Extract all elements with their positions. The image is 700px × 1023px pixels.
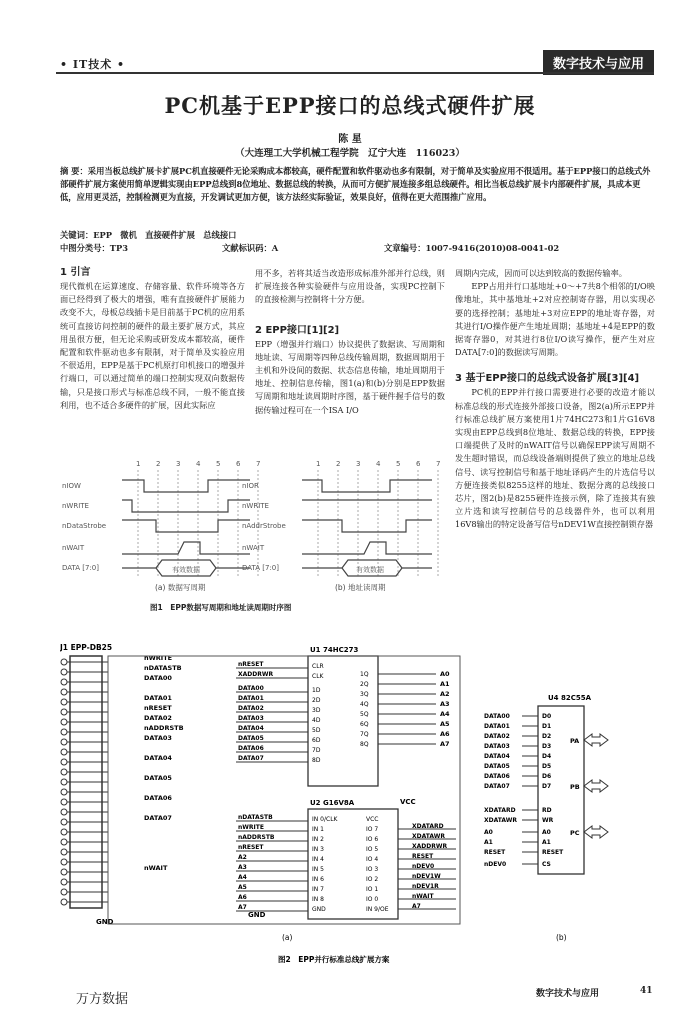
u4-input-label: DATA04 (484, 753, 510, 760)
column-1 (60, 263, 245, 412)
port-arrow-icon (584, 826, 608, 838)
figure-1-caption: 图1 EPP数据写周期和地址读周期时序图 (150, 603, 292, 612)
timing-diagram-a (62, 460, 260, 592)
col3-paragraph-3: PC机的EPP并行接口需要进行必要的改造才能以标准总线的形式连接外部接口设备，图2(a)所示EPP并行标准总线扩展方案使用1片74HC273和1片G16V8实现由EPP总线到8位地址、数据总线的转换，EPP接口端提供了及时的nWAIT信号以确保EPP读写周期不发生超时错误，而总线设备端则提供了独立的地址总线信号、读写控制信号和基于地址译码产生的片选信号以方便连接类似8255这样的地址、数据分离的总线接口芯片，图2(b)是8255硬件连接示例，除了连接其有独立片选和读写控制信号的总线器件外，也可以利用16V8输出的特定设备写信号nDEV1W直接控制锁存器 (455, 387, 655, 530)
u1-out-pin: 5Q (360, 711, 369, 718)
signal-label-b-2: nAddrStrobe (242, 522, 286, 530)
u1-output-label: A2 (440, 690, 450, 698)
tick-label-a-3: 4 (196, 460, 201, 468)
u2-pin-right: IO 6 (366, 836, 379, 843)
u4-pin-label: D7 (542, 783, 552, 790)
section-heading-epp: 2 EPP接口[1][2] (255, 324, 340, 336)
db25-signal-label: DATA04 (144, 754, 172, 762)
tick-label-b-4: 5 (396, 460, 401, 468)
u2-output-label: A7 (412, 903, 421, 910)
u2-input-label: A4 (238, 874, 247, 881)
col3-paragraph-2: EPP占用并行口基地址+0～+7共8个相邻的I/O映像地址，其中基地址+2对应控制寄存器，用以实现必要的选择控制；基地址+3对应EPP的地址寄存器，对其进行I/O操作便产生地址周期；基地址+4是EPP的数据寄存器0，对其进行8位I/O读写操作，便产生对应DATA[7:0]的数据读写周期。 (455, 281, 655, 358)
footer-journal: 数字技术与应用 (536, 989, 600, 999)
db25-signal-label: nADDRSTB (144, 724, 184, 732)
u4-pin-label: D4 (542, 753, 552, 760)
u1-input-label: DATA03 (238, 715, 264, 722)
u4-input-label: DATA07 (484, 783, 510, 790)
document-code: 文献标识码：A (222, 243, 279, 253)
db25-pin (61, 859, 67, 865)
u4-pin-label: CS (542, 861, 551, 868)
fig2-sub-b: (b) (556, 933, 567, 942)
u2-output-label: nDEV1R (412, 883, 439, 890)
u4-pin-label: D3 (542, 743, 552, 750)
u1-input-label: DATA06 (238, 745, 264, 752)
db25-pin (61, 779, 67, 785)
u1-input-label: DATA07 (238, 755, 264, 762)
abstract: 摘 要：采用当板总线扩展卡扩展PC机直接硬件无论采购成本都较高，硬件配置和软件驱动也多有限制，对于简单及实验应用不很适用。基于EPP接口的总线式外部硬件扩展方案使用简单逻辑实现由EPP总线到8位地址、数据总线的转换，从而可方便扩展连接多组总线硬件。相比当板总线扩展卡内部硬件扩展，具成本更低，应用更灵活，控制检测更为直接，开发调试更加方便，该方法经实际验证，效果良好，值得在更大范围推广应用。 (60, 166, 651, 202)
db25-pin (61, 739, 67, 745)
figure-2-schematic (60, 642, 660, 972)
db25-pin (61, 809, 67, 815)
u4-title: U4 82C55A (548, 694, 592, 702)
u4-input-label: DATA00 (484, 713, 510, 720)
u2-pin-right: IN 9/OE (366, 906, 389, 913)
tick-label-b-2: 3 (356, 460, 361, 468)
wave-nWAIT (122, 542, 250, 554)
col2-paragraph-2: EPP（增强并行端口）协议提供了数据读、写周期和地址读、写周期等四种总线传输周期，数据周期用于主机和外设间的数据、状态信息传输，地址周期用于地址、控制信息传输，图1(a)和(b)分别是EPP数据写周期和地址读周期时序图，基于硬件握手信号的数据传输过程可在一个ISA I/O (255, 338, 445, 415)
u1-input-label: DATA01 (238, 695, 264, 702)
u2-pin-right: IO 4 (366, 856, 379, 863)
u1-input-label: nRESET (238, 661, 264, 668)
db25-pin (61, 669, 67, 675)
db25-pin (61, 869, 67, 875)
u4-input-label: XDATARD (484, 807, 516, 814)
u1-input-label: DATA04 (238, 725, 264, 732)
page-number: 41 (640, 986, 653, 996)
fig2-sub-a: (a) (282, 933, 293, 942)
connector-label: J1 EPP-DB25 (60, 643, 113, 652)
db25-pin (61, 709, 67, 715)
u2-pin-left: IN 1 (312, 826, 324, 833)
col3-paragraph-1: 周期内完成，因而可以达到较高的数据传输率。 (455, 268, 627, 278)
db25-pin (61, 689, 67, 695)
u2-input-label: nDATASTB (238, 814, 273, 821)
u1-title: U1 74HC273 (310, 646, 359, 654)
db25-pin (61, 799, 67, 805)
u2-input-label: A7 (238, 904, 247, 911)
u2-pin-right: IO 2 (366, 876, 379, 883)
header-section-tag: • IT技术 • (60, 58, 126, 71)
signal-label-b-4: DATA [7:0] (242, 564, 279, 572)
u1-pin-label: 8D (312, 757, 321, 764)
u1-output-label: A7 (440, 740, 450, 748)
u4-input-label: DATA05 (484, 763, 510, 770)
u1-pin-label: CLK (312, 673, 324, 680)
u1-out-pin: 4Q (360, 701, 369, 708)
u1-pin-label: 1D (312, 687, 321, 694)
u4-input-label: nDEV0 (484, 861, 507, 868)
u1-input-label: XADDRWR (238, 671, 274, 678)
footer-source: 万方数据 (76, 992, 129, 1007)
wave-nDataStrobe (122, 520, 250, 532)
u4-pin-label: D0 (542, 713, 552, 720)
db25-pin (61, 699, 67, 705)
db25-pin (61, 819, 67, 825)
article-number: 文章编号：1007-9416(2010)08-0041-02 (384, 243, 560, 253)
wave-nIOW (122, 480, 250, 492)
u2-input-label: A5 (238, 884, 247, 891)
u1-output-label: A5 (440, 720, 450, 728)
u2-pin-left: IN 7 (312, 886, 324, 893)
db25-signal-label: nRESET (144, 704, 172, 712)
u2-pin-left: IN 3 (312, 846, 324, 853)
signal-label-a-4: DATA [7:0] (62, 564, 99, 572)
signal-label-b-3: nWAIT (242, 544, 265, 552)
db25-pin (61, 659, 67, 665)
u2-pin-left: IN 8 (312, 896, 324, 903)
u2-pin-right: IO 7 (366, 826, 379, 833)
u4-input-label: DATA01 (484, 723, 510, 730)
signal-label-a-0: nIOW (62, 482, 81, 490)
db25-pin (61, 759, 67, 765)
affiliation: （大连理工大学机械工程学院 辽宁大连 116023） (235, 148, 465, 159)
u4-pin-label: D6 (542, 773, 552, 780)
u1-out-pin: 8Q (360, 741, 369, 748)
col2-paragraph-1: 用不多，若将其适当改造形成标准外部并行总线，则扩展连接各种实验硬件与应用设备，实现PC控制下的直接检测与控制将十分方便。 (255, 268, 445, 305)
intro-text: 现代微机在运算速度、存储容量、软件环境等各方面已经得到了极大的增强，唯有直接硬件扩展能力改变不大，母板总线插卡是目前基于PC机的应用系统可直接访问控制的硬件的最主要扩展方式，其应用虽很方便，但无论采购或研发成本都较高，硬件配置和软件驱动也多有限制，对于简单及实验应用不很适用，EPP是基于PC机原打印机接口的增强并行端口，可以通过简单的端口控制实现双向数据传输，只是接口形式与标准总线不同，一般不能直接利用，也不适合多硬件的扩展，因此实际应 (60, 281, 245, 410)
signal-label-a-1: nWRITE (62, 502, 89, 510)
u4-pin-label: A0 (542, 829, 551, 836)
u2-output-label: nDEV1W (412, 873, 441, 880)
author: 陈 星 (338, 134, 362, 145)
signal-label-a-3: nWAIT (62, 544, 85, 552)
u4-pin-label: D1 (542, 723, 552, 730)
u2-output-label: RESET (412, 853, 434, 860)
u1-input-label: DATA02 (238, 705, 264, 712)
u1-input-label: DATA00 (238, 685, 264, 692)
wave-nAddrStrobe (302, 520, 432, 532)
figure-1-timing-diagrams (60, 458, 450, 638)
u2-output-label: XADDRWR (412, 843, 448, 850)
db25-pin (61, 849, 67, 855)
tick-label-b-5: 6 (416, 460, 421, 468)
db25-pin (61, 769, 67, 775)
signal-label-b-1: nWRITE (242, 502, 269, 510)
u4-pin-label: RESET (542, 849, 564, 856)
u2-pin-left: IN 5 (312, 866, 324, 873)
db25-signal-label: DATA01 (144, 694, 172, 702)
u4-input-label: DATA03 (484, 743, 510, 750)
signal-label-b-0: nIOR (242, 482, 259, 490)
tick-label-b-3: 4 (376, 460, 381, 468)
port-label: PA (570, 737, 580, 745)
u2-pin-right: IO 5 (366, 846, 379, 853)
u2-title: U2 G16V8A (310, 799, 355, 807)
u2-pin-left: IN 4 (312, 856, 324, 863)
column-3 (455, 267, 655, 532)
u1-pin-label: 5D (312, 727, 321, 734)
u1-out-pin: 2Q (360, 681, 369, 688)
valid-data-label-b: 有效数据 (356, 566, 384, 574)
section-heading-expansion: 3 基于EPP接口的总线式设备扩展[3][4] (455, 373, 640, 385)
u2-input-label: A2 (238, 854, 247, 861)
u2-pin-right: IO 1 (366, 886, 379, 893)
db25-pin (61, 889, 67, 895)
db25-pin (61, 879, 67, 885)
u1-out-pin: 7Q (360, 731, 369, 738)
u1-output-label: A0 (440, 670, 450, 678)
u2-input-label: nRESET (238, 844, 264, 851)
timing-diagram-b (242, 460, 440, 592)
u1-pin-label: 2D (312, 697, 321, 704)
header-divider (56, 72, 654, 74)
tick-label-a-0: 1 (136, 460, 141, 468)
tick-label-b-1: 2 (336, 460, 341, 468)
db25-pin (61, 719, 67, 725)
valid-data-label-a: 有效数据 (172, 566, 200, 574)
u4-input-label: A0 (484, 829, 493, 836)
u4-pin-label: WR (542, 817, 554, 824)
u2-input-label: nWRITE (238, 824, 264, 831)
column-2 (255, 267, 445, 417)
clc-number: 中图分类号：TP3 (60, 243, 128, 253)
u2-pin-right: IO 0 (366, 896, 379, 903)
u1-pin-label: 7D (312, 747, 321, 754)
port-label: PB (570, 783, 580, 791)
u2-pin-left: GND (312, 906, 326, 913)
keywords: 关键词：EPP 微机 直接硬件扩展 总线接口 (60, 230, 237, 240)
u4-input-label: DATA02 (484, 733, 510, 740)
u1-pin-label: 4D (312, 717, 321, 724)
u2-output-label: nWAIT (412, 893, 434, 900)
u1-out-pin: 1Q (360, 671, 369, 678)
db25-pin (61, 839, 67, 845)
db25-signal-label: DATA07 (144, 814, 172, 822)
db25-signal-label: DATA00 (144, 674, 172, 682)
signal-label-a-2: nDataStrobe (62, 522, 107, 530)
db25-pin (61, 829, 67, 835)
fig1-sub-b: (b) 地址读周期 (335, 583, 386, 592)
u2-pin-right: IO 3 (366, 866, 379, 873)
tick-label-a-1: 2 (156, 460, 161, 468)
u1-output-label: A1 (440, 680, 450, 688)
u1-pin-label: 6D (312, 737, 321, 744)
u1-output-label: A4 (440, 710, 450, 718)
db25-pin (61, 789, 67, 795)
tick-label-a-4: 5 (216, 460, 221, 468)
db25-signal-label: nDATASTB (144, 664, 182, 672)
vcc-label: VCC (400, 798, 416, 806)
tick-label-a-6: 7 (256, 460, 261, 468)
tick-label-b-6: 7 (436, 460, 441, 468)
tick-label-a-5: 6 (236, 460, 241, 468)
u2-pin-left: IN 0/CLK (312, 816, 338, 823)
db25-pin (61, 729, 67, 735)
u2-input-label: nADDRSTB (238, 834, 275, 841)
db25-pin (61, 749, 67, 755)
u4-pin-label: A1 (542, 839, 551, 846)
section-heading-intro: 1 引言 (60, 267, 91, 278)
u4-input-label: XDATAWR (484, 817, 518, 824)
port-arrow-icon (584, 734, 608, 746)
u4-pin-label: D2 (542, 733, 552, 740)
u1-output-label: A6 (440, 730, 450, 738)
u1-out-pin: 3Q (360, 691, 369, 698)
journal-banner: 数字技术与应用 (543, 50, 654, 75)
u1-pin-label: 3D (312, 707, 321, 714)
u4-pin-label: RD (542, 807, 552, 814)
gnd-label-u2: GND (248, 911, 266, 919)
wave-nWAIT-b (302, 542, 432, 554)
db25-signal-label: nWRITE (144, 654, 173, 662)
u1-output-label: A3 (440, 700, 450, 708)
tick-label-b-0: 1 (316, 460, 321, 468)
u2-pin-left: IN 6 (312, 876, 324, 883)
u2-output-label: XDATARD (412, 823, 444, 830)
u2-input-label: A6 (238, 894, 247, 901)
gnd-label-left: GND (96, 918, 114, 926)
db25-signal-label: DATA05 (144, 774, 172, 782)
u1-input-label: DATA05 (238, 735, 264, 742)
db25-signal-label: DATA06 (144, 794, 172, 802)
u4-pin-label: D5 (542, 763, 552, 770)
db25-pin (61, 899, 67, 905)
db25-pin (61, 679, 67, 685)
u2-output-label: XDATAWR (412, 833, 446, 840)
u4-input-label: RESET (484, 849, 506, 856)
u1-out-pin: 6Q (360, 721, 369, 728)
figure-2-caption: 图2 EPP并行标准总线扩展方案 (278, 955, 390, 964)
fig1-sub-a: (a) 数据写周期 (155, 583, 206, 592)
u2-output-label: nDEV0 (412, 863, 435, 870)
paper-title: PC机基于EPP接口的总线式硬件扩展 (164, 93, 536, 118)
port-label: PC (570, 829, 580, 837)
u2-pin-right: VCC (366, 816, 379, 823)
db25-signal-label: nWAIT (144, 864, 168, 872)
u4-input-label: DATA06 (484, 773, 510, 780)
port-arrow-icon (584, 780, 608, 792)
waveforms-a (122, 480, 250, 576)
u2-pin-left: IN 2 (312, 836, 324, 843)
wave-nIOR (302, 480, 432, 492)
db25-signal-label: DATA02 (144, 714, 172, 722)
db25-signal-label: DATA03 (144, 734, 172, 742)
wave-nWRITE (122, 500, 250, 512)
tick-label-a-2: 3 (176, 460, 181, 468)
u1-pin-label: CLR (312, 663, 324, 670)
u2-input-label: A3 (238, 864, 247, 871)
waveforms-b (302, 480, 432, 576)
u4-input-label: A1 (484, 839, 493, 846)
